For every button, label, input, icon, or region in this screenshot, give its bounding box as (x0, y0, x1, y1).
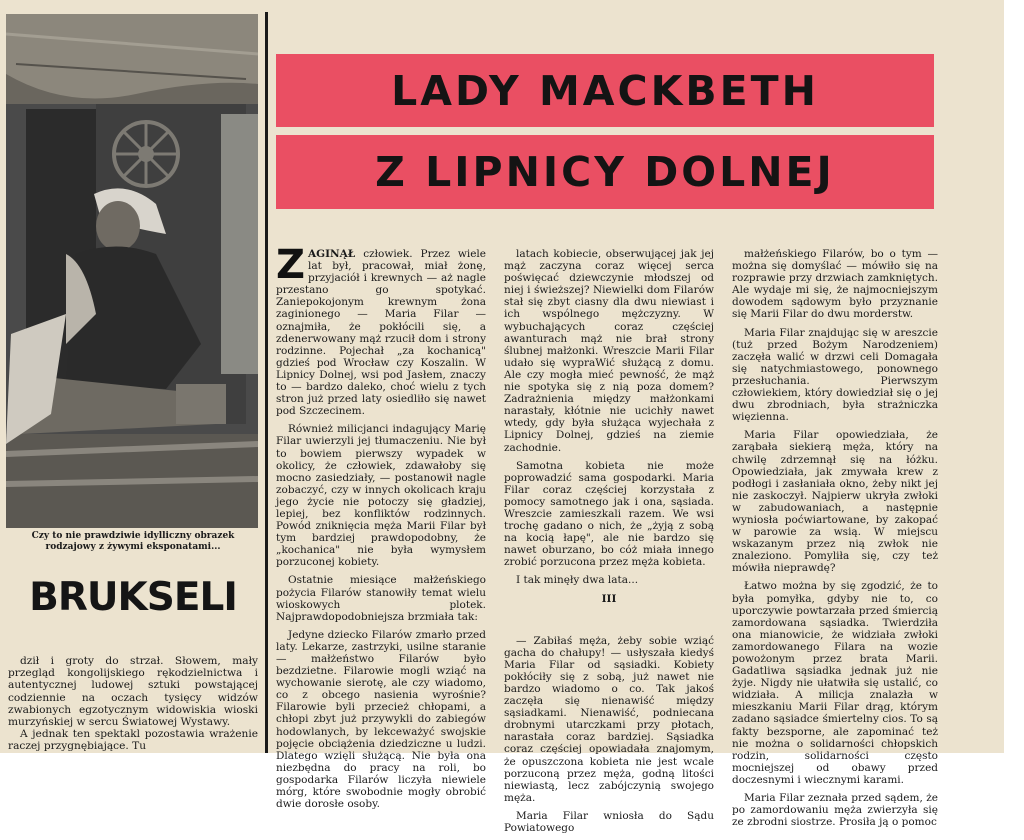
section-number: III (601, 592, 617, 605)
left-paragraph: dził i groty do strzał. Słowem, mały przegląd kongolijskiego rękodzielnictwa i autentycznej ludowej sztuki powstającej codziennie na oczach tysięcy widzów zwabionych egzotycznym widowiskia wioski murzyńskiej w sercu Światowej Wystawy. (8, 655, 258, 729)
article-column-2 (504, 248, 714, 840)
article-paragraph: Ostatnie miesiące małżeńskiego pożycia Filarów stanowiły temat wielu wioskowych plotek. Najprawdopodobniejsza brzmiała tak: (276, 574, 486, 623)
title-banner (276, 135, 934, 209)
article-paragraph: małżeńskiego Filarów, bo o tym — można się domyślać — mówiło się na rozprawie przy drzwiach zamkniętych. Ale wydaje mi się, że najmocniejszym dowodem sądowym było przyznanie się Marii Filar do dwu morderstw. (732, 248, 938, 321)
article-title-line-2: Z LIPNICY DOLNEJ (375, 148, 835, 196)
title-banner (276, 54, 934, 127)
article-paragraph: latach kobiecie, obserwującej jak jej mąż zaczyna coraz więcej serca poświęcać dziewczynie młodszej od niej i świeższej? Niewielki dom Filarów stał się zbyt ciasny dla dwu niewiast i ich wspólnego mężczyzny. W wybuchających coraz częściej awanturach mąż nie brał strony ślubnej małżonki. Wreszcie Marii Filar udało się wypraWić służącą z domu. Ale czy mogła mieć pewność, że mąż nie spotyka się z nią poza domem? Zadrażnienia między małżonkami narastały, kłótnie nie ucichły nawet wtedy, gdy była służąca wyjechała z Lipnicy Dolnej, gdzieś na ziemie zachodnie. (504, 248, 714, 454)
column-divider (265, 12, 268, 753)
article-paragraph: Maria Filar znajdując się w areszcie (tuż przed Bożym Narodzeniem) zaczęła walić w drzwi celi Domagała się natychmiastowego, ponownego przesłuchania. Pierwszym człowiekiem, który dowiedział się o jej dwu zbrodniach, była strażniczka więzienna. (732, 326, 938, 424)
photo-caption: Czy to nie prawdziwie idylliczny obrazek rodzajowy z żywymi eksponatami... (31, 531, 235, 552)
article-paragraph: Jedyne dziecko Filarów zmarło przed laty. Lekarze, zastrzyki, usilne staranie — małżeństwo Filarów było bezdzietne. Filarowie mogli wziąć na wychowanie sierotę, ale czy wiadomo, co z obcego nasienia wyrośnie? Filarowie byli przecież chłopami, a chłopi zbyt już przywykli do zabiegów hodowlanych, by lekceważyć swojskie pojęcie obciążenia dziedziczne u ludzi. Dlatego wzięli służącą. Nie była ona niezbędna do pracy na roli, bo gospodarka Filarów liczyła niewiele mórg, które swobodnie mogły obrobić dwie dorosłe osoby. (276, 628, 486, 811)
article-column-1 (276, 242, 486, 816)
article-paragraph: Również milicjanci indagujący Marię Filar uwierzyli jej tłumaczeniu. Nie był to bowiem pierwszy wypadek w okolicy, że człowiek, zdawałoby się mocno zasiedziały, — postanowił nagle zobaczyć, czy w innych okolicach kraju jego życie nie potoczy się gładziej, lepiej, bez konfliktów rodzinnych. Powód zniknięcia męża Marii Filar był tym bardziej prawdopodobny, że „kochanica" nie była wymysłem porzuconej kobiety. (276, 423, 486, 569)
drop-cap: Z (276, 242, 306, 288)
article-paragraph: Maria Filar zeznała przed sądem, że po zamordowaniu męża zwierzyła się ze zbrodni siostrze. Prosiła ją o pomoc (732, 792, 938, 829)
article-column-3 (732, 248, 938, 834)
lead-word: AGINĄŁ (308, 248, 356, 260)
weaver-photo (6, 14, 258, 528)
article-paragraph: — Zabiłaś męża, żeby sobie wziąć gacha do chałupy! — usłyszała kiedyś Maria Filar od sąsiadki. Kobiety pokłóciły się z sobą, już nawet nie bardzo wiadomo o co. Tak jakoś zaczęła się nienawiść między sąsiadkami. Nienawiść, podniecana drobnymi utarczkami przy płotach, narastała coraz bardziej. Sąsiadka coraz częściej opowiadała znajomym, że opuszczona kobieta nie jest wcale porzuconą przez męża, godną litości niewiastą, lecz zabójczynią swojego męża. (504, 634, 714, 804)
article-paragraph: Maria Filar opowiedziała, że zarąbała siekierą męża, który na chwilę zdrzemnął się na łóżku. Opowiedziała, jak zmywała krew z podłogi i zasłaniała okno, żeby nikt jej nie zaskoczył. Najpierw ukryła zwłoki w zabudowaniach, a następnie wyniosła poćwiartowane, by zakopać w parowie za wsią. W miejscu wskazanym przez nią zwłok nie znaleziono. Pomyliła się, czy też mówiła nieprawdę? (732, 429, 938, 575)
page-margin (1004, 0, 1024, 753)
left-column-text (8, 655, 258, 753)
spacer (504, 613, 714, 635)
article-paragraph: Samotna kobieta nie może poprowadzić sama gospodarki. Maria Filar coraz częściej korzystała z pomocy samotnego jak i ona, sąsiada. Wreszcie zamieszkali razem. We wsi trochę gadano o nich, że „żyją z sobą na kocią łapę", ale nie bardzo się nawet oburzano, bo cóż miała innego zrobić porzucona przez męża kobieta. (504, 459, 714, 569)
section-heading: BRUKSELI (29, 575, 237, 620)
article-paragraph: I tak minęły dwa lata... (516, 574, 639, 587)
article-paragraph: Łatwo można by się zgodzić, że to była pomyłka, gdyby nie to, co uporczywie powtarzała przed śmiercią zamordowana sąsiadka. Twierdziła ona mianowicie, że widziała zwłoki zamordowanego Filara na wozie powożonym przez brata Marii. Gadatliwa sąsiadka jednak już nie żyje. Nigdy nie ułatwiła się ustalić, co widziała. A milicja znalazła w mieszkaniu Marii Filar drąg, którym zadano sąsiadce śmiertelny cios. To są fakty bezsporne, ale zapominać też nie można o solidarności chłopskich rodzin, solidarności często mocniejszej od obawy przed doczesnymi i wiecznymi karami. (732, 580, 938, 786)
article-paragraph (276, 242, 486, 418)
paragraph-text: człowiek. Przez wiele lat był, pracował, miał żonę, przyjaciół i krewnych — aż nagle przestano go spotykać. Zaniepokojonym krewnym żona zaginionego — Maria Filar — oznajmiła, że pokłócili się, a zdenerwowany mąż rzucił dom i strony rodzinne. Pojechał „za kochanicą" gdzieś pod Wrocław czy Koszalin. W Lipnicy Dolnej, wsi pod Jasłem, znaczy to — bardzo daleko, choć wielu z tych stron już przed laty osiedliło się nawet pod Szczecinem. (276, 248, 486, 418)
article-title-line-1: LADY MACKBETH (391, 66, 819, 115)
article-paragraph: Maria Filar wniosła do Sądu Powiatowego (504, 809, 714, 835)
left-paragraph: A jednak ten spektakl pozostawia wrażenie raczej przygnębiające. Tu (8, 728, 258, 753)
